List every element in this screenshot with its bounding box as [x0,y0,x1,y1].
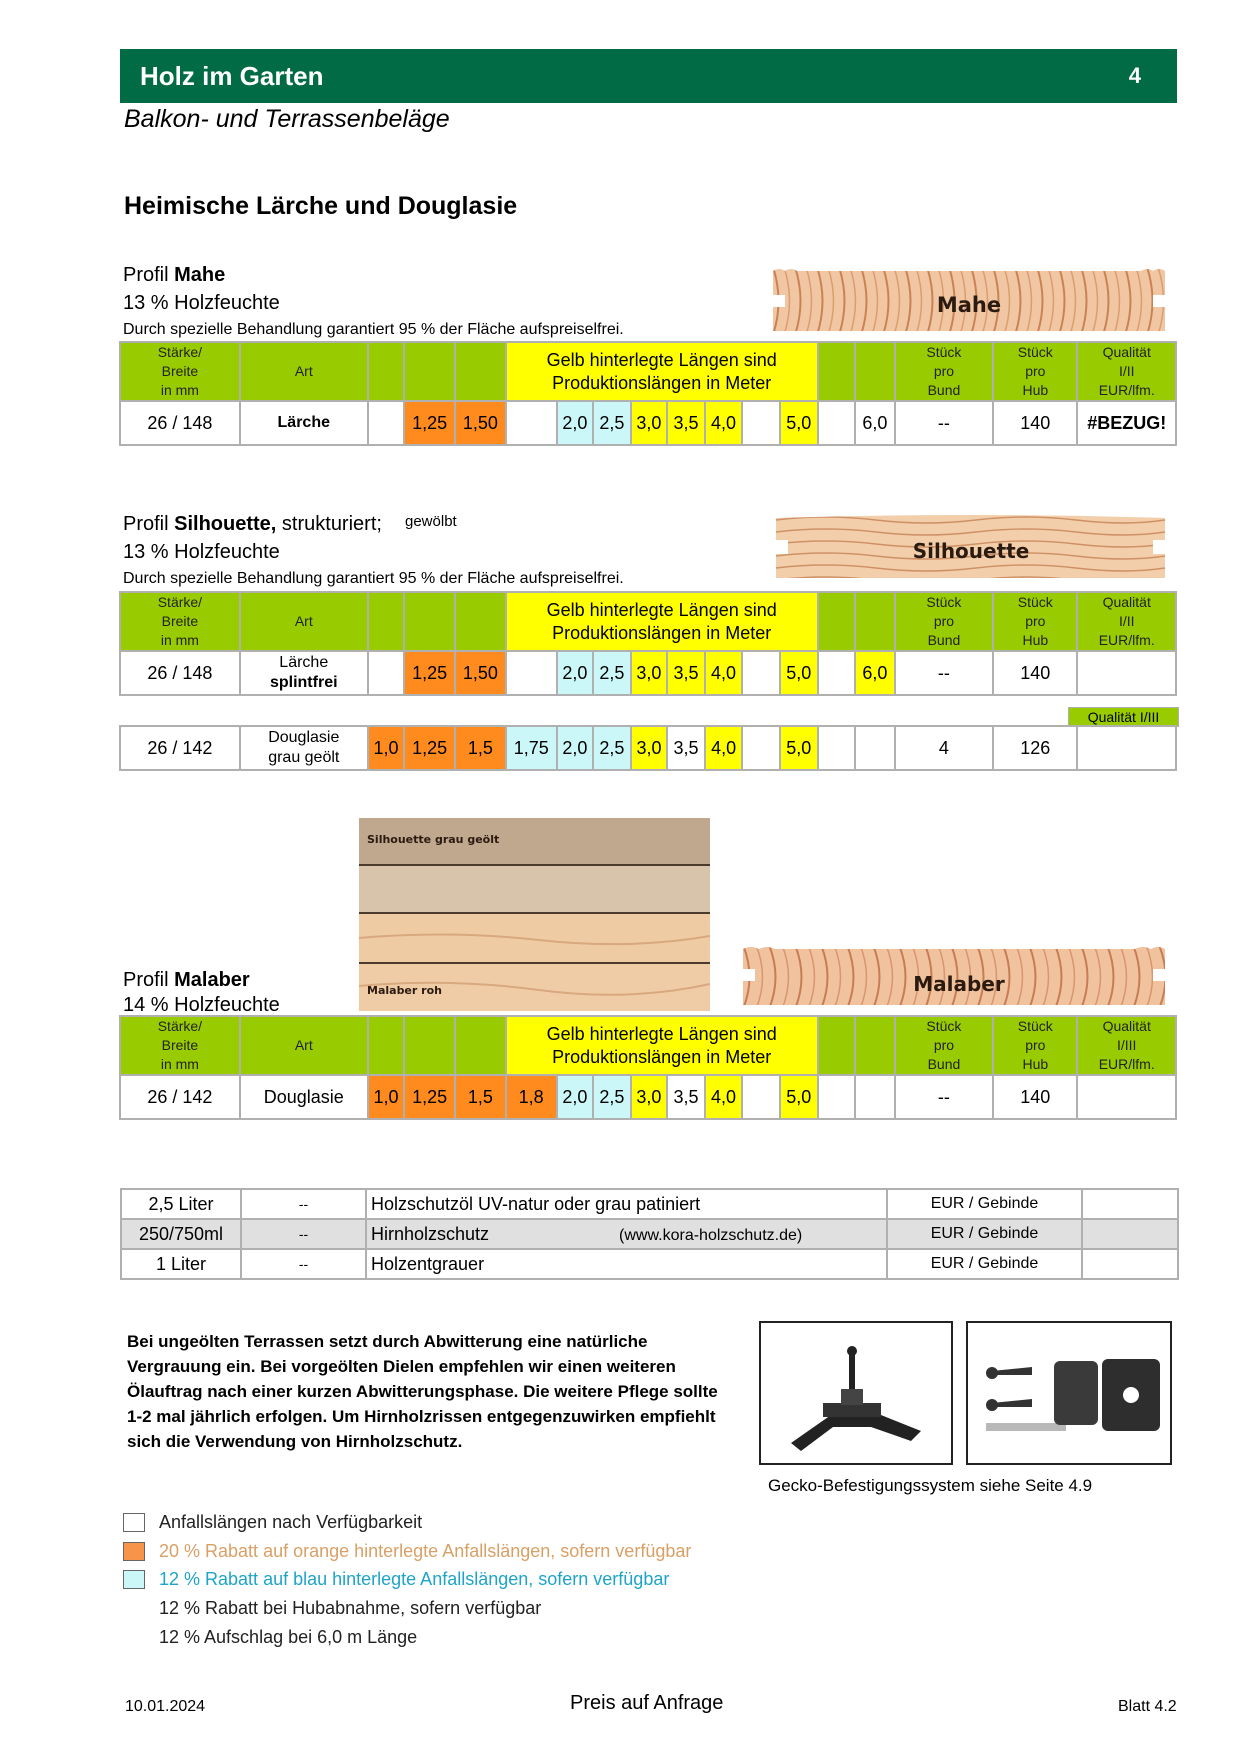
silhouette-note: Durch spezielle Behandlung garantiert 95 % der Fläche aufspreiselfrei. [123,570,624,587]
malaber-moisture: 14 % Holzfeuchte [123,994,280,1016]
gecko-fastener-image [966,1321,1172,1465]
legend-swatch [123,1513,145,1532]
silhouette-table: Stärke/ Breite in mm Art Gelb hinterlegte Längen sind Produktionslängen in Meter Stück pro Bund Stück pro Hub Qualität I/II EUR/lfm. 26 / 148 Lärche splintfrei 1,25 1,50 2,0 2,5 3,0 3,5 4,0 5,0 6,0 -- 140 [119,591,1177,696]
footer-date: 10.01.2024 [125,1698,206,1715]
col-laengen: Gelb hinterlegte Längen sind Produktionslängen in Meter [506,342,818,401]
legend-swatch [123,1542,145,1561]
care-text: Bei ungeölten Terrassen setzt durch Abwitterung eine natürliche Vergrauung ein. Bei vorgeölten Dielen empfehlen wir einen weiteren Ölauftrag nach einer kurzen Abwitterungsphase. Die weitere Pflege sollte 1-2 mal jährlich erfolgen. Um Hirnholzrissen entgegenzuwirken empfiehlt sich die Verwendung von Hirnholzschutz. [127,1332,718,1451]
mahe-profile-title [123,264,225,287]
col-art: Art [240,342,368,401]
gecko-caption: Gecko-Befestigungssystem siehe Seite 4.9 [768,1476,1093,1495]
silhouette-tag: gewölbt [405,513,457,530]
malaber-profile-image [743,945,1165,1009]
legend-swatch [123,1570,145,1589]
footer-sheet: Blatt 4.2 [1118,1698,1177,1715]
care-products-table [120,1188,1179,1280]
quality-tag: Qualität I/III [1068,707,1179,727]
mahe-profile-image [773,267,1165,335]
page-subtitle: Balkon- und Terrassenbeläge [124,105,450,133]
malaber-table: Stärke/ Breite in mm Art Gelb hinterlegte Längen sind Produktionslängen in Meter Stück pro Bund Stück pro Hub Qualität I/III EUR/lfm. 26 / 142 Douglasie 1,0 1,25 1,5 1,8 2,0 2,5 3,0 3,5 4,0 5,0 -- 140 [119,1015,1177,1120]
silhouette-profile-image [776,514,1165,582]
header-bar [120,49,1177,103]
col-qualitaet: Qualität I/II EUR/lfm. [1077,342,1176,401]
table-row: 2,5 Liter -- Holzschutzöl UV-natur oder grau patiniert EUR / Gebinde [121,1189,1178,1219]
gecko-clip-image [759,1321,953,1465]
silhouette-moisture: 13 % Holzfeuchte [123,541,280,563]
table-row: 26 / 148 Lärche 1,25 1,50 2,0 2,5 3,0 3,5 4,0 5,0 6,0 -- 140 #BEZUG! [120,401,1176,445]
photo-bottom-label: Malaber roh [367,984,442,997]
douglasie-table [119,725,1177,771]
silhouette-image-label: Silhouette [912,539,1030,563]
mahe-name: Mahe [174,264,226,286]
table-row: 1 Liter -- Holzentgrauer EUR / Gebinde [121,1249,1178,1279]
col-bund: Stück pro Bund [895,342,993,401]
table-row: 250/750ml -- Hirnholzschutz (www.kora-holzschutz.de) EUR / Gebinde [121,1219,1178,1249]
malaber-profile-title: Profil Malaber [123,969,250,991]
mahe-note: Durch spezielle Behandlung garantiert 95 % der Fläche aufspreiselfrei. [123,321,624,338]
footer-price-note: Preis auf Anfrage [570,1692,724,1714]
page-number: 4 [1128,63,1141,88]
deck-photo [359,818,710,1011]
header-title: Holz im Garten [140,61,324,91]
mahe-image-label: Mahe [936,293,1002,317]
mahe-prefix: Profil [123,264,175,286]
table-row: 26 / 148 Lärche splintfrei 1,25 1,50 2,0 2,5 3,0 3,5 4,0 5,0 6,0 -- 140 [120,651,1176,695]
table-row: 26 / 142 Douglasie grau geölt 1,0 1,25 1,5 1,75 2,0 2,5 3,0 3,5 4,0 5,0 4 126 [120,726,1176,770]
section-title: Heimische Lärche und Douglasie [124,192,518,220]
mahe-moisture: 13 % Holzfeuchte [123,292,280,314]
photo-top-label: Silhouette grau geölt [367,833,500,846]
malaber-image-label: Malaber [913,972,1005,996]
table-row: 26 / 142 Douglasie 1,0 1,25 1,5 1,8 2,0 2,5 3,0 3,5 4,0 5,0 -- 140 [120,1075,1176,1119]
col-hub: Stück pro Hub [993,342,1077,401]
col-staerke: Stärke/ Breite in mm [120,342,240,401]
silhouette-profile-title: Profil Silhouette, strukturiert; [123,513,382,535]
mahe-table [119,341,1177,446]
